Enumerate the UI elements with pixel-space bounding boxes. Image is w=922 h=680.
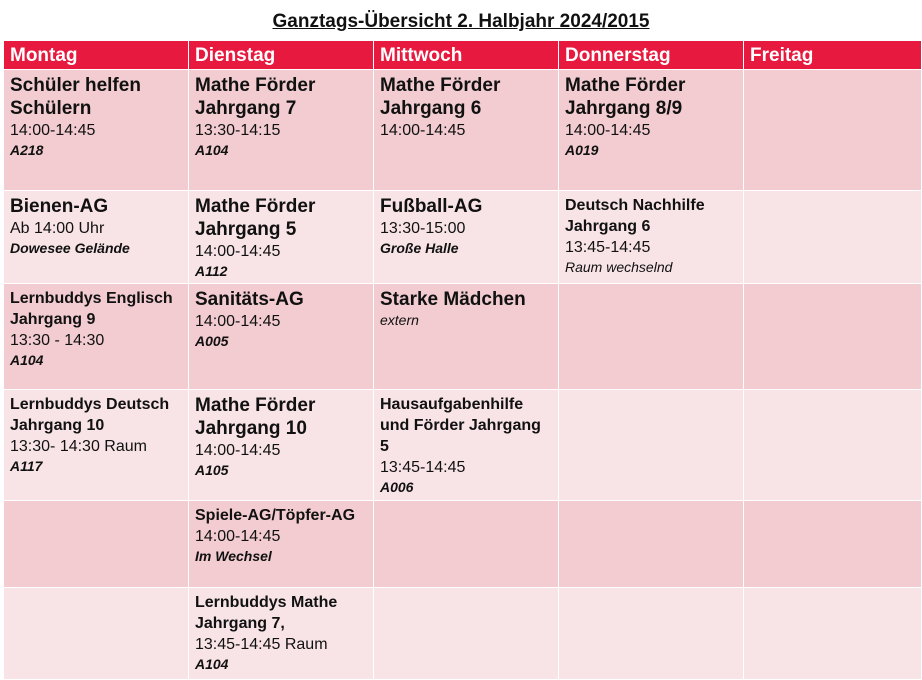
schedule-cell	[374, 284, 559, 390]
activity-time: 14:00-14:45	[195, 313, 281, 330]
table-row	[4, 390, 922, 501]
page-title: Ganztags-Übersicht 2. Halbjahr 2024/2015	[272, 11, 650, 32]
activity-time: 14:00-14:45	[195, 528, 281, 545]
activity-name: Lernbuddys Mathe Jahrgang 7,	[195, 594, 338, 632]
activity-name: Mathe Förder Jahrgang 8/9	[565, 75, 686, 119]
activity-time: 13:30- 14:30 Raum	[10, 438, 147, 455]
schedule-cell	[744, 588, 922, 680]
schedule-cell	[374, 390, 559, 501]
schedule-cell	[559, 191, 744, 284]
table-row	[4, 284, 922, 390]
table-row	[4, 588, 922, 680]
activity-name: Hausaufgabenhilfe und Förder Jahrgang 5	[380, 396, 541, 455]
schedule-cell	[4, 191, 189, 284]
schedule-cell	[744, 284, 922, 390]
schedule-cell	[374, 70, 559, 191]
schedule-cell	[744, 191, 922, 284]
day-header-freitag: Freitag	[744, 41, 922, 70]
activity-time: 14:00-14:45	[195, 243, 281, 260]
schedule-cell	[4, 70, 189, 191]
activity-time: 13:45-14:45	[565, 239, 651, 256]
activity-name: Spiele-AG/Töpfer-AG	[195, 507, 356, 524]
table-row	[4, 191, 922, 284]
activity-name: Sanitäts-AG	[195, 289, 304, 310]
activity-time: 13:30-15:00	[380, 220, 466, 237]
activity-time: 13:45-14:45 Raum	[195, 636, 328, 653]
activity-name: Starke Mädchen	[380, 289, 526, 310]
table-row	[4, 501, 922, 588]
activity-name: Deutsch Nachhilfe Jahrgang 6	[565, 197, 705, 235]
activity-time: 13:30 - 14:30	[10, 332, 105, 349]
activity-name: Mathe Förder Jahrgang 10	[195, 395, 316, 439]
activity-name: Fußball-AG	[380, 196, 483, 217]
activity-time: 13:30-14:15	[195, 122, 281, 139]
day-header-dienstag: Dienstag	[189, 41, 374, 70]
schedule-cell	[189, 70, 374, 191]
activity-time: 14:00-14:45	[195, 442, 281, 459]
activity-time: 14:00-14:45	[380, 122, 466, 139]
activity-room: Dowesee Gelände	[10, 240, 130, 256]
schedule-cell	[559, 70, 744, 191]
activity-time: 13:45-14:45	[380, 459, 466, 476]
schedule-cell	[559, 284, 744, 390]
day-header-donnerstag: Donnerstag	[559, 41, 744, 70]
activity-room: Im Wechsel	[195, 548, 272, 564]
schedule-cell	[374, 501, 559, 588]
schedule-cell	[4, 390, 189, 501]
activity-time: 14:00-14:45	[565, 122, 651, 139]
schedule-cell	[189, 588, 374, 680]
schedule-cell	[744, 390, 922, 501]
header-row	[4, 41, 922, 70]
activity-room: Große Halle	[380, 240, 459, 256]
activity-room: A104	[195, 142, 229, 158]
schedule-cell	[4, 588, 189, 680]
day-header-montag: Montag	[4, 41, 189, 70]
activity-room: A104	[10, 352, 44, 368]
activity-room: A104	[195, 656, 229, 672]
schedule-cell	[374, 588, 559, 680]
activity-name: Mathe Förder Jahrgang 6	[380, 75, 501, 119]
activity-name: Mathe Förder Jahrgang 7	[195, 75, 316, 119]
activity-name: Schüler helfen Schülern	[10, 75, 141, 119]
activity-name: Lernbuddys Englisch Jahrgang 9	[10, 290, 173, 328]
schedule-cell	[189, 284, 374, 390]
activity-note: extern	[380, 312, 419, 328]
activity-room: A112	[195, 263, 228, 279]
schedule-cell	[4, 284, 189, 390]
schedule-table	[3, 40, 922, 680]
activity-time: 14:00-14:45	[10, 122, 96, 139]
schedule-cell	[4, 501, 189, 588]
schedule-cell	[744, 70, 922, 191]
schedule-cell	[189, 191, 374, 284]
activity-room: A005	[195, 333, 229, 349]
schedule-cell	[559, 390, 744, 501]
schedule-cell	[189, 390, 374, 501]
activity-room: A019	[565, 142, 599, 158]
table-row	[4, 70, 922, 191]
activity-name: Mathe Förder Jahrgang 5	[195, 196, 316, 240]
schedule-cell	[559, 588, 744, 680]
activity-note: Raum wechselnd	[565, 259, 673, 275]
day-header-mittwoch: Mittwoch	[374, 41, 559, 70]
activity-room: A105	[195, 462, 229, 478]
activity-room: A006	[380, 479, 414, 495]
schedule-cell	[374, 191, 559, 284]
activity-name: Lernbuddys Deutsch Jahrgang 10	[10, 396, 170, 434]
schedule-cell	[559, 501, 744, 588]
schedule-cell	[744, 501, 922, 588]
schedule-cell	[189, 501, 374, 588]
activity-name: Bienen-AG	[10, 196, 109, 217]
activity-time: Ab 14:00 Uhr	[10, 220, 105, 237]
activity-room: A218	[10, 142, 44, 158]
activity-room: A117	[10, 458, 43, 474]
